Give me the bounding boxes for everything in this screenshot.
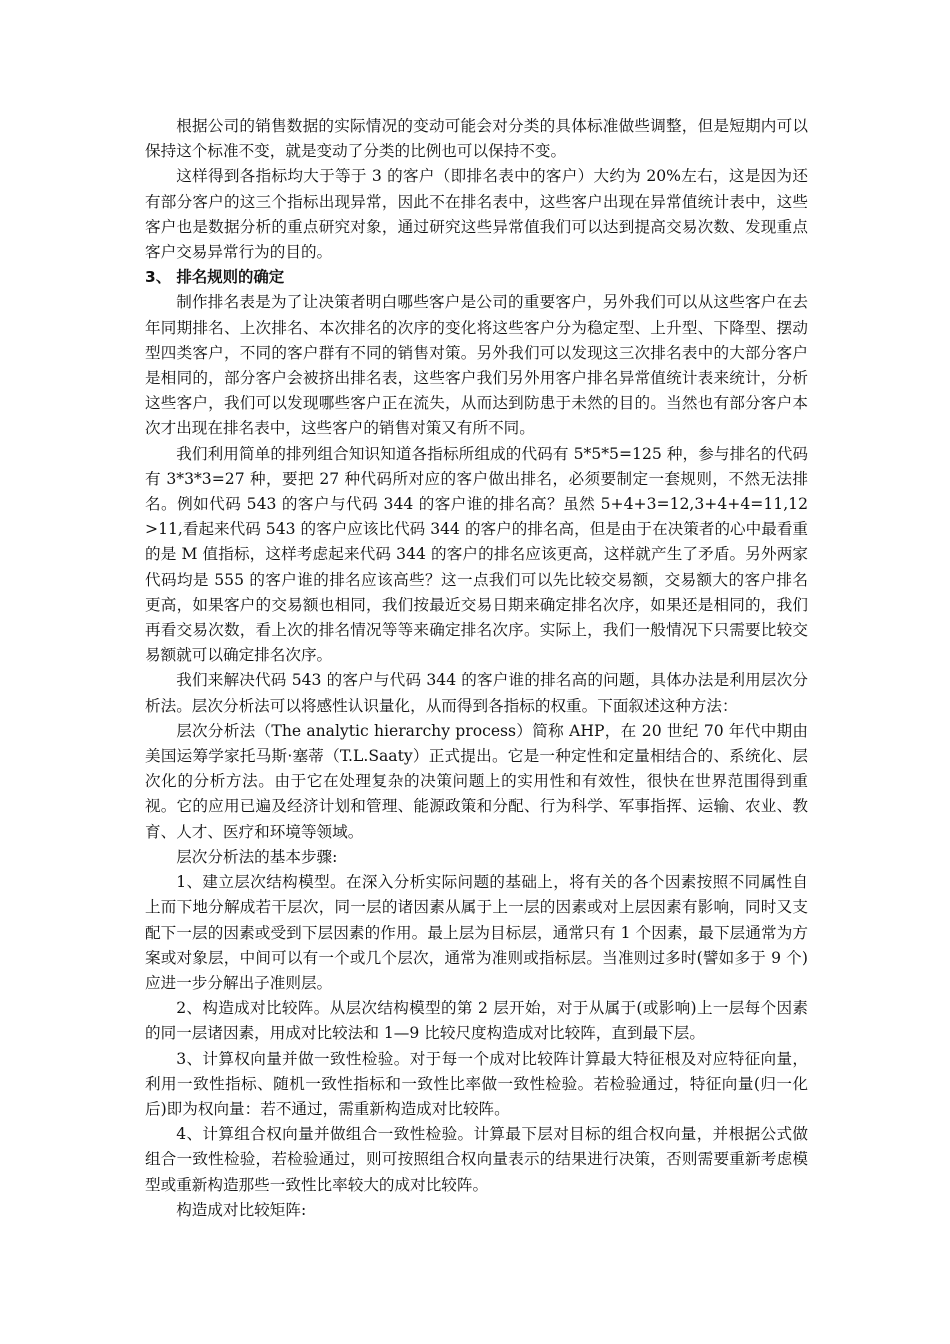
paragraph-step-3: 3、计算权向量并做一致性检验。对于每一个成对比较阵计算最大特征根及对应特征向量，利用一致性指标、随机一致性指标和一致性比率做一致性检验。若检验通过，特征向量(归一化后)即为权向量：若不通过，需重新构造成对比较阵。 <box>145 1049 808 1118</box>
paragraph-step-2: 2、构造成对比较阵。从层次结构模型的第 2 层开始，对于从属于(或影响)上一层每个因素的同一层诸因素，用成对比较法和 1—9 比较尺度构造成对比较阵，直到最下层。 <box>145 999 808 1043</box>
paragraph-classification-adjustment: 根据公司的销售数据的实际情况的变动可能会对分类的具体标准做些调整，但是短期内可以保持这个标准不变，就是变动了分类的比例也可以保持不变。 <box>145 117 808 161</box>
paragraph-matrix-construction: 构造成对比较矩阵: <box>176 1200 307 1219</box>
paragraph-ranking-table-customers: 这样得到各指标均大于等于 3 的客户（即排名表中的客户）大约为 20%左右，这是因为还有部分客户的这三个指标出现异常，因此不在排名表中，这些客户出现在异常值统计表中，这些客户也是数据分析的重点研究对象，通过研究这些异常值我们可以达到提高交易次数、发现重点客户交易异常行为的目的。 <box>145 167 808 262</box>
paragraph-ahp-introduction: 层次分析法（The analytic hierarchy process）简称 AHP，在 20 世纪 70 年代中期由美国运筹学家托马斯·塞蒂（T.L.Saaty）正式提出。它是一种定性和定量相结合的、系统化、层次化的分析方法。由于它在处理复杂的决策问题上的实用性和有效性，很快在世界范围得到重视。它的应用已遍及经济计划和管理、能源政策和分配、行为科学、军事指挥、运输、农业、教育、人才、医疗和环境等领域。 <box>145 721 808 841</box>
paragraph-step-1: 1、建立层次结构模型。在深入分析实际问题的基础上，将有关的各个因素按照不同属性自上而下地分解成若干层次，同一层的诸因素从属于上一层的因素或对上层因素有影响，同时又支配下一层的因素或受到下层因素的作用。最上层为目标层，通常只有 1 个因素，最下层通常为方案或对象层，中间可以有一个或几个层次，通常为准则或指标层。当准则过多时(譬如多于 9 个)应进一步分解出子准则层。 <box>145 873 808 992</box>
paragraph-step-4: 4、计算组合权向量并做组合一致性检验。计算最下层对目标的组合权向量，并根据公式做组合一致性检验，若检验通过，则可按照组合权向量表示的结果进行决策，否则需要重新考虑模型或重新构造那些一致性比率较大的成对比较阵。 <box>145 1125 808 1194</box>
paragraph-code-combinations: 我们利用简单的排列组合知识知道各指标所组成的代码有 5*5*5=125 种，参与排名的代码有 3*3*3=27 种，要把 27 种代码所对应的客户做出排名，必须要制定一套规则，不然无法排名。例如代码 543 的客户与代码 344 的客户谁的排名高？虽然 5+4+3=12,3+4+4=11,12>11,看起来代码 543 的客户应该比代码 344 的客户的排名高，但是由于在决策者的心中最看重的是 M 值指标，这样考虑起来代码 344 的客户的排名应该更高，这样就产生了矛盾。另外两家代码均是 555 的客户谁的排名应该高些？这一点我们可以先比较交易额，交易额大的客户排名更高，如果客户的交易额也相同，我们按最近交易日期来确定排名次序，如果还是相同的，我们再看交易次数，看上次的排名情况等等来确定排名次序。实际上，我们一般情况下只需要比较交易额就可以确定排名次序。 <box>145 444 809 665</box>
document-body <box>145 114 808 1223</box>
paragraph-ahp-solution: 我们来解决代码 543 的客户与代码 344 的客户谁的排名高的问题，具体办法是利用层次分析法。层次分析法可以将感性认识量化，从而得到各指标的权重。下面叙述这种方法： <box>145 671 808 715</box>
section-heading-ranking-rules: 3、 排名规则的确定 <box>145 268 285 287</box>
paragraph-ranking-purpose: 制作排名表是为了让决策者明白哪些客户是公司的重要客户，另外我们可以从这些客户在去年同期排名、上次排名、本次排名的次序的变化将这些客户分为稳定型、上升型、下降型、摆动型四类客户，不同的客户群有不同的销售对策。另外我们可以发现这三次排名表中的大部分客户是相同的，部分客户会被挤出排名表，这些客户我们另外用客户排名异常值统计表来统计，分析这些客户，我们可以发现哪些客户正在流失，从而达到防患于未然的目的。当然也有部分客户本次才出现在排名表中，这些客户的销售对策又有所不同。 <box>145 293 808 438</box>
paragraph-ahp-steps-title: 层次分析法的基本步骤: <box>176 847 338 866</box>
